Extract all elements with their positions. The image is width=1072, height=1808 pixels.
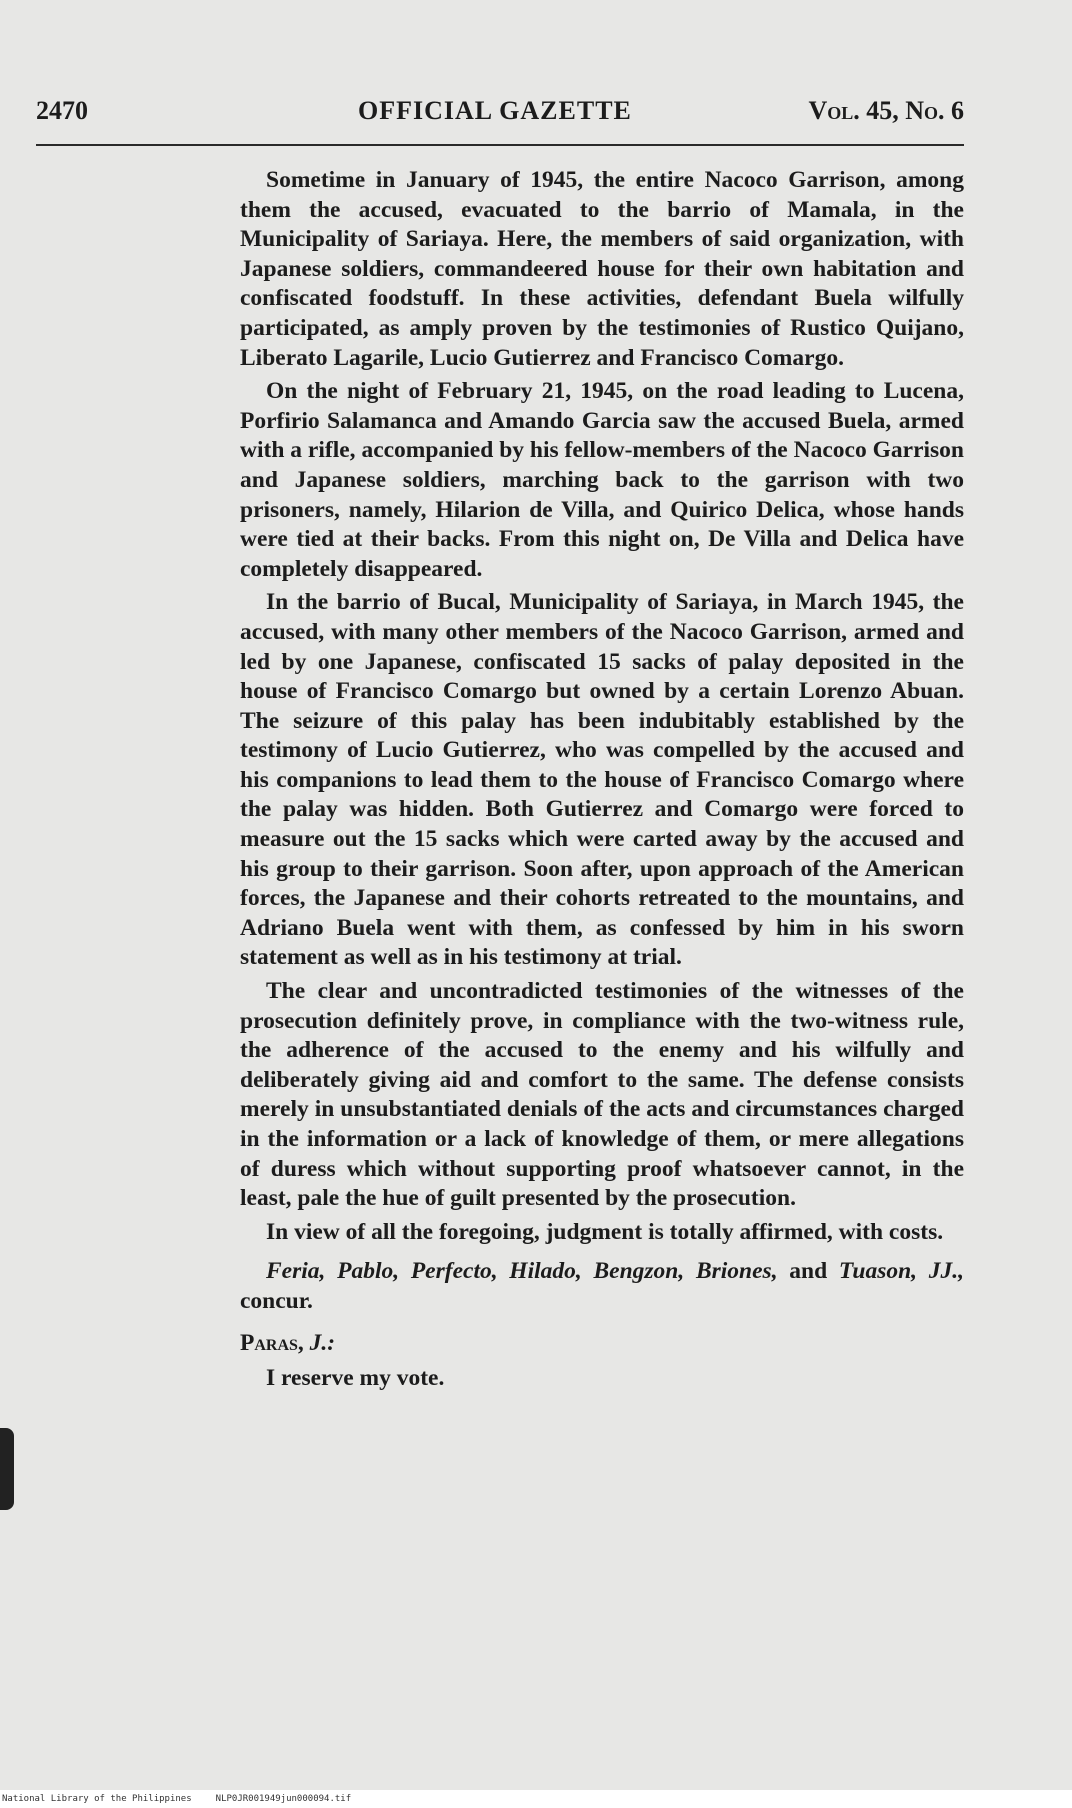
justice-name: Paras,: [240, 1329, 304, 1356]
document-body: [240, 166, 964, 1398]
paragraph: On the night of February 21, 1945, on the road leading to Lucena, Porfirio Salamanca and Amando Garcia saw the accused Buela, armed with a rifle, accompanied by his fellow-members of the Nacoco Garrison and Japanese soldiers, marching back to the garrison with two prisoners, namely, Hilarion de Villa, and Quirico Delica, whose hands were tied at their backs. From this night on, De Villa and Delica have completely disappeared.: [240, 378, 964, 582]
scan-edge-mark: [0, 1428, 14, 1510]
publication-title: OFFICIAL GAZETTE: [358, 96, 632, 125]
separate-opinion-text: I reserve my vote.: [266, 1365, 445, 1392]
header-rule: [36, 144, 964, 146]
concurrence-and: and: [777, 1258, 839, 1285]
page-number: 2470: [36, 96, 88, 125]
paragraph: The clear and uncontradicted testimonies of the witnesses of the prosecution definitely prove, in compliance with the two-witness rule, the adherence of the accused to the enemy and his wilfully and deliberately giving aid and comfort to the same. The defense consists merely in unsubstantiated denials of the acts and circumstances charged in the information or a lack of knowledge of them, or mere allegations of duress which without supporting proof whatsoever cannot, in the least, pale the hue of guilt presented by the prosecution.: [240, 978, 964, 1212]
paragraph: In the barrio of Bucal, Municipality of Sariaya, in March 1945, the accused, with many other members of the Nacoco Garrison, armed and led by one Japanese, confiscated 15 sacks of palay deposited in the house of Francisco Comargo but owned by a certain Lorenzo Abuan. The seizure of this palay has been indubitably established by the testimony of Lucio Gutierrez, who was compelled by the accused and his companions to lead them to the house of Francisco Comargo where the palay was hidden. Both Gutierrez and Comargo were forced to measure out the 15 sacks which were carted away by the accused and his group to their garrison. Soon after, upon approach of the American forces, the Japanese and their cohorts retreated to the mountains, and Adriano Buela went with them, as confessed by him in his sworn statement as well as in his testimony at trial.: [240, 589, 964, 971]
justice-title: J.:: [303, 1329, 336, 1356]
separate-opinion-heading: [240, 1329, 964, 1359]
scan-footer: [2, 1794, 351, 1804]
concurrence-line: [240, 1257, 964, 1316]
volume-number: Vol. 45, No. 6: [808, 96, 964, 125]
library-name: National Library of the Philippines: [2, 1794, 192, 1804]
last-justice: Tuason, JJ.,: [838, 1258, 964, 1285]
page-header: [36, 96, 964, 136]
concur-verb: concur.: [240, 1287, 313, 1314]
file-name: NLP0JR001949jun000094.tif: [215, 1794, 352, 1804]
paragraph: In view of all the foregoing, judgment is totally affirmed, with costs.: [266, 1218, 944, 1245]
concurring-justices: Feria, Pablo, Perfecto, Hilado, Bengzon, Briones,: [266, 1258, 778, 1285]
paragraph: Sometime in January of 1945, the entire Nacoco Garrison, among them the accused, evacuated to the barrio of Mamala, in the Municipality of Sariaya. Here, the members of said organization, with Japanese soldiers, commandeered house for their own habitation and confiscated foodstuff. In these activities, defendant Buela wilfully participated, as amply proven by the testimonies of Rustico Quijano, Liberato Lagarile, Lucio Gutierrez and Francisco Comargo.: [240, 167, 964, 371]
